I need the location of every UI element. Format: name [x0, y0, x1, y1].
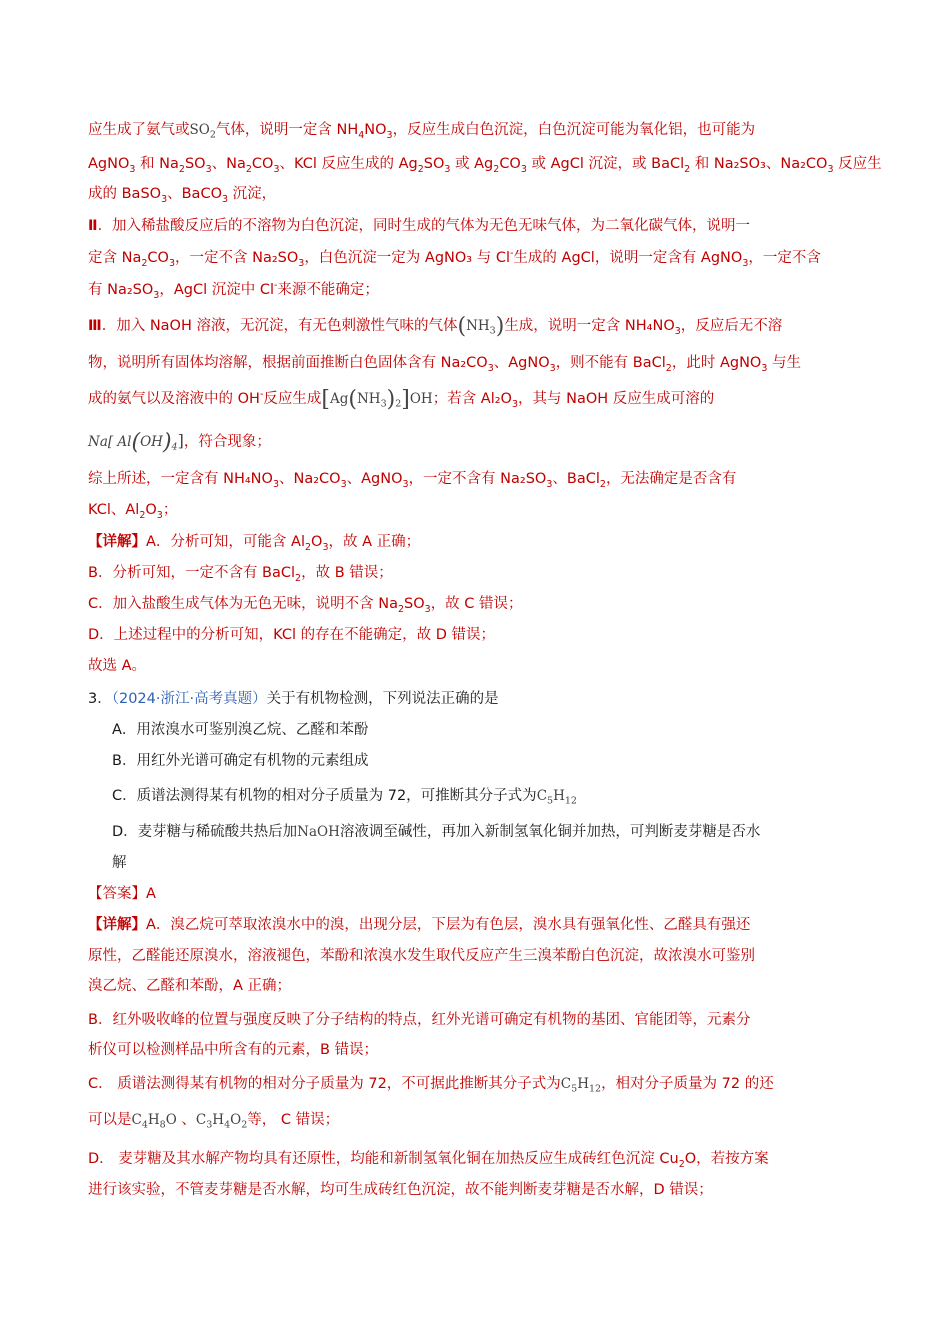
- formula-c5h12: $C_5H_{12}$: [536, 788, 577, 807]
- formula-naoh: NaOH: [297, 824, 340, 840]
- text-line: AgNO$_3$ 和 $Na_2SO_3$、$Na_2CO_3$、KCl 反应生成的 $Ag_2SO_3$ 或 $Ag_2CO_3$ 或 AgCl 沉淀，或 BaCl$_2$ 和 Na₂SO₃、$Na_2CO_3$ 反应生: [88, 156, 882, 175]
- text-line: C． 质谱法测得某有机物的相对分子质量为 72，不可据此推断其分子式为$C_5H_{12}$，相对分子质量为 72 的还: [88, 1076, 774, 1095]
- formula-c4h8o: $C_4H_8O$: [131, 1112, 177, 1131]
- text-line: 应生成了氨气或$SO_2$气体，说明一定含 $NH_4NO_3$，反应生成白色沉淀，白色沉淀可能为氧化铝，也可能为: [88, 122, 756, 141]
- text-line: 进行该实验，不管麦芽糖是否水解，均可生成砖红色沉淀，故不能判断麦芽糖是否水解，D 错误；: [88, 1182, 713, 1198]
- text-line: 【详解】A．溴乙烷可萃取浓溴水中的溴，出现分层，下层为有色层，溴水具有强氧化性、乙醛具有强还: [88, 917, 751, 933]
- text-line: 原性，乙醛能还原溴水，溶液褪色，苯酚和浓溴水发生取代反应产生三溴苯酚白色沉淀，故浓溴水可鉴别: [88, 948, 755, 964]
- text-line: B．红外吸收峰的位置与强度反映了分子结构的特点，红外光谱可确定有机物的基团、官能团等，元素分: [88, 1012, 751, 1028]
- formula-nh3: $(NH_3)$: [457, 314, 505, 339]
- option-a: A．用浓溴水可鉴别溴乙烷、乙醛和苯酚: [112, 722, 369, 738]
- formula-ag-complex: $[Ag(NH_3)_2]OH$: [321, 387, 433, 412]
- text-line: D．上述过程中的分析可知，KCl 的存在不能确定，故 D 错误；: [88, 627, 496, 643]
- option-d: D．麦芽糖与稀硫酸共热后加NaOH溶液调至碱性，再加入新制氢氧化铜并加热，可判断麦芽糖是否水: [112, 824, 761, 840]
- text-line: B．分析可知，一定不含有 BaCl$_2$，故 B 错误；: [88, 565, 393, 584]
- option-c: C．质谱法测得某有机物的相对分子质量为 72，可推断其分子式为$C_5H_{12}$: [112, 788, 577, 807]
- option-d-cont: 解: [112, 855, 127, 871]
- text-line: Ⅱ．加入稀盐酸反应后的不溶物为白色沉淀，同时生成的气体为无色无味气体，为二氧化碳气体，说明一: [88, 218, 751, 234]
- text-line: 析仪可以检测样品中所含有的元素，B 错误；: [88, 1042, 379, 1058]
- text-line: 故选 A。: [88, 658, 147, 674]
- text-line: 定含 $Na_2CO_3$，一定不含 $Na_2SO_3$，白色沉淀一定为 AgNO₃ 与 Cl-生成的 AgCl，说明一定含有 AgNO$_3$，一定不含: [88, 248, 821, 269]
- question-stem: 3．（2024·浙江·高考真题）关于有机物检测，下列说法正确的是: [88, 691, 499, 707]
- text-line: 有 $Na_2SO_3$，AgCl 沉淀中 Cl-来源不能确定；: [88, 280, 379, 301]
- text-line: KCl、$Al_2O_3$；: [88, 502, 178, 521]
- option-b: B．用红外光谱可确定有机物的元素组成: [112, 753, 369, 769]
- text-line: 综上所述，一定含有 $NH_4NO_3$、$Na_2CO_3$、AgNO$_3$，一定不含有 $Na_2SO_3$、BaCl$_2$，无法确定是否含有: [88, 471, 737, 490]
- text-line: Ⅲ．加入 NaOH 溶液，无沉淀，有无色刺激性气味的气体$(NH_3)$生成，说明一定含 $NH_4NO_3$，反应后无不溶: [88, 314, 783, 339]
- formula-c5h12: $C_5H_{12}$: [560, 1076, 602, 1095]
- text-line: 可以是$C_4H_8O$ 、$C_3H_4O_2$等， C 错误；: [88, 1112, 340, 1131]
- text-line: C．加入盐酸生成气体为无色无味，说明不含 $Na_2SO_3$，故 C 错误；: [88, 596, 523, 615]
- text-line: 成的 BaSO$_3$、BaCO$_3$ 沉淀，: [88, 186, 277, 205]
- text-line: D． 麦芽糖及其水解产物均具有还原性，均能和新制氢氧化铜在加热反应生成砖红色沉淀 $Cu_2O$，若按方案: [88, 1151, 769, 1170]
- formula-so2: $SO_2$: [189, 122, 216, 141]
- text-line: 物，说明所有固体均溶解，根据前面推断白色固体含有 $Na_2CO_3$、AgNO$_3$，则不能有 BaCl$_2$，此时 AgNO$_3$ 与生: [88, 355, 801, 374]
- formula-na-al-oh4: Na[ $Al(OH)_4$]: [88, 430, 184, 455]
- text-line: 溴乙烷、乙醛和苯酚，A 正确；: [88, 978, 292, 994]
- text-line: 成的氨气以及溶液中的 OH-反应生成$[Ag(NH_3)_2]OH$；若含 $Al_2O_3$，其与 NaOH 反应生成可溶的: [88, 387, 715, 412]
- text-line: 【详解】A．分析可知，可能含 $Al_2O_3$，故 A 正确；: [88, 534, 421, 553]
- text-line: Na[ $Al(OH)_4$]，符合现象；: [88, 430, 271, 455]
- answer-line: 【答案】A: [88, 886, 156, 902]
- formula-c3h4o2: $C_3H_4O_2$: [195, 1112, 248, 1131]
